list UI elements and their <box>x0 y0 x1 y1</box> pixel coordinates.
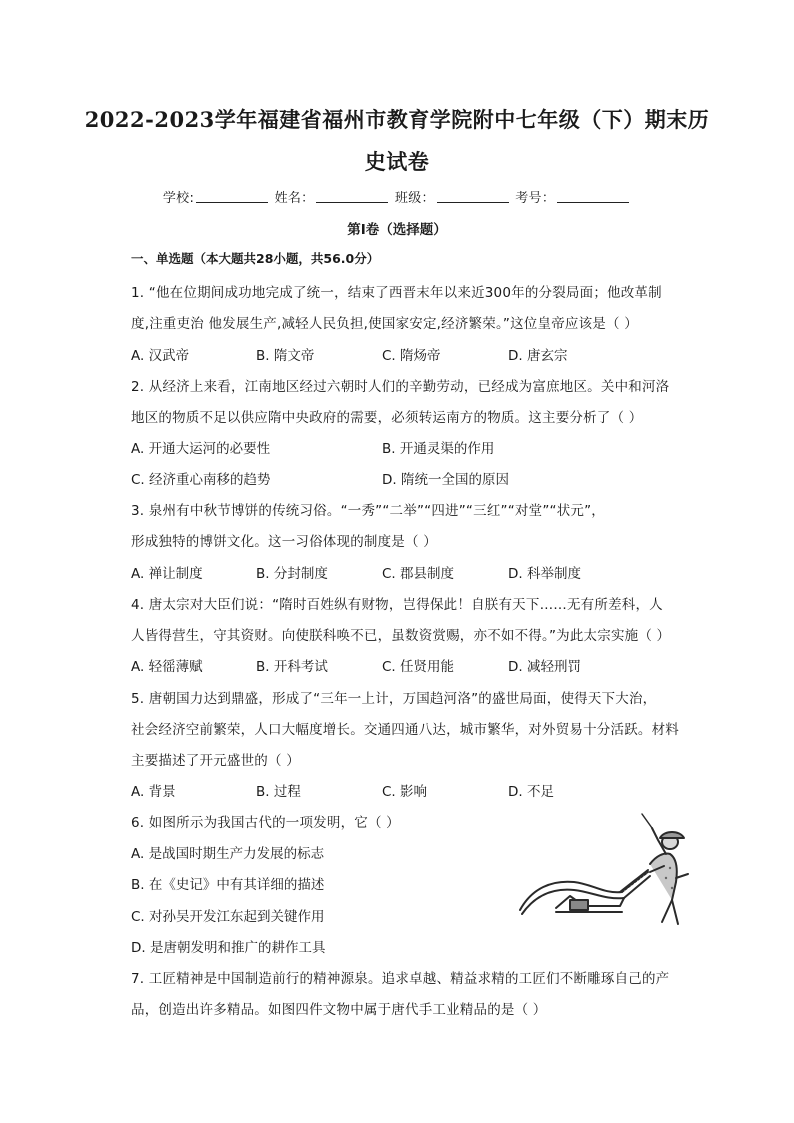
q2-option-a: A. 开通大运河的必要性 <box>131 441 271 457</box>
q2-option-d: D. 隋统一全国的原因 <box>382 472 509 488</box>
q7-line2: 品，创造出许多精品。如图四件文物中属于唐代手工业精品的是（ ） <box>131 1002 547 1018</box>
class-blank <box>437 190 509 203</box>
q1-option-b: B. 隋文帝 <box>256 348 315 364</box>
q5-line2: 社会经济空前繁荣，人口大幅度增长。交通四通八达，城市繁华，对外贸易十分活跃。材料 <box>131 722 679 738</box>
school-blank <box>196 190 268 203</box>
exam-number-blank <box>557 190 629 203</box>
q4-option-a: A. 轻徭薄赋 <box>131 659 203 675</box>
school-label: 学校: <box>162 191 195 206</box>
q3-option-d: D. 科举制度 <box>508 566 581 582</box>
q1-line2: 度,注重吏治 他发展生产,减轻人民负担,使国家安定,经济繁荣。”这位皇帝应该是（ ） <box>131 316 638 332</box>
q6-option-c: C. 对孙吴开发江东起到关键作用 <box>131 909 325 925</box>
q2-option-b: B. 开通灵渠的作用 <box>382 441 495 457</box>
q3-option-a: A. 禅让制度 <box>131 566 203 582</box>
q5-line3: 主要描述了开元盛世的（ ） <box>131 753 300 769</box>
exam-number-label: 考号： <box>515 191 556 206</box>
exam-title-line2: 史试卷 <box>364 149 430 174</box>
q2-line1: 2. 从经济上来看，江南地区经过六朝时人们的辛勤劳动，已经成为富庶地区。关中和河洛 <box>131 379 670 395</box>
q3-option-c: C. 郡县制度 <box>382 566 455 582</box>
student-info-row <box>0 187 794 206</box>
q4-line2: 人皆得营生，守其资财。向使朕科唤不已，虽数资赏赐，亦不如不得。”为此太宗实施（ ） <box>131 628 671 644</box>
q6-line1: 6. 如图所示为我国古代的一项发明，它（ ） <box>131 815 400 831</box>
q1-option-a: A. 汉武帝 <box>131 348 190 364</box>
volume-heading: 第I卷（选择题） <box>347 222 447 238</box>
q6-option-d: D. 是唐朝发明和推广的耕作工具 <box>131 940 326 956</box>
q1-option-d: D. 唐玄宗 <box>508 348 568 364</box>
plow-farmer-illustration <box>512 808 700 926</box>
q3-option-b: B. 分封制度 <box>256 566 328 582</box>
name-label: 姓名： <box>274 191 315 206</box>
class-label: 班级： <box>394 191 435 206</box>
q1-line1: 1. “他在位期间成功地完成了统一，结束了西晋末年以来近300年的分裂局面；他改革制 <box>131 285 662 301</box>
q3-line2: 形成独特的博饼文化。这一习俗体现的制度是（ ） <box>131 534 437 550</box>
section-heading: 一、单选题（本大题共28小题，共56.0分） <box>131 251 380 266</box>
q4-option-b: B. 开科考试 <box>256 659 328 675</box>
q5-option-b: B. 过程 <box>256 784 301 800</box>
q2-option-c: C. 经济重心南移的趋势 <box>131 472 271 488</box>
q5-option-d: D. 不足 <box>508 784 554 800</box>
q4-option-d: D. 减轻刑罚 <box>508 659 581 675</box>
name-blank <box>316 190 388 203</box>
q2-line2: 地区的物质不足以供应隋中央政府的需要，必须转运南方的物质。这主要分析了（ ） <box>131 410 643 426</box>
q7-line1: 7. 工匠精神是中国制造前行的精神源泉。追求卓越、精益求精的工匠们不断雕琢自己的产 <box>131 971 670 987</box>
q5-option-c: C. 影响 <box>382 784 428 800</box>
q5-line1: 5. 唐朝国力达到鼎盛，形成了“三年一上计，万国趋河洛”的盛世局面，使得天下大治， <box>131 691 657 707</box>
q6-option-b: B. 在《史记》中有其详细的描述 <box>131 877 325 893</box>
q4-option-c: C. 任贤用能 <box>382 659 455 675</box>
q4-line1: 4. 唐太宗对大臣们说：“隋时百姓纵有财物，岂得保此！自朕有天下……无有所差科，人 <box>131 597 663 613</box>
q5-option-a: A. 背景 <box>131 784 176 800</box>
q3-line1: 3. 泉州有中秋节博饼的传统习俗。“一秀”“二举”“四进”“三红”“对堂”“状元”， <box>131 503 605 519</box>
exam-title-line1: 2022-2023学年福建省福州市教育学院附中七年级（下）期末历 <box>84 107 710 132</box>
q1-option-c: C. 隋炀帝 <box>382 348 441 364</box>
q6-option-a: A. 是战国时期生产力发展的标志 <box>131 846 325 862</box>
